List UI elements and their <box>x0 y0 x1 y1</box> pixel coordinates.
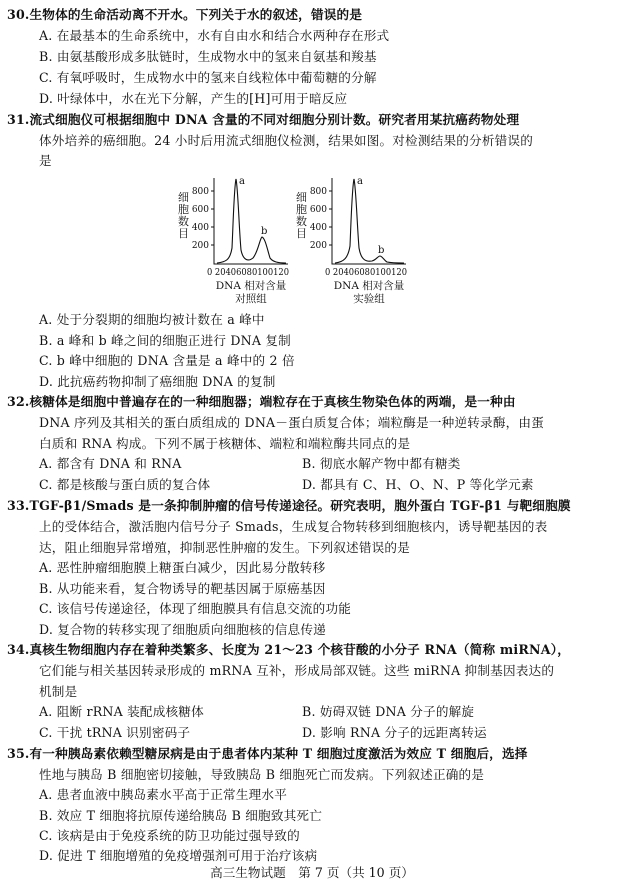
q32-option-d: D. 都具有 C、H、O、N、P 等化学元素 <box>302 477 534 492</box>
q32-option-c: C. 都是核酸与蛋白质的复合体 <box>39 477 211 492</box>
right-xticks: 0 20406080100120 <box>325 268 408 278</box>
right-peak-label-a: a <box>357 176 363 187</box>
left-peak-label-b: b <box>261 226 268 237</box>
q31-option-d: D. 此抗癌药物抑制了癌细胞 DNA 的复制 <box>39 374 276 389</box>
q34-option-c: C. 干扰 tRNA 识别密码子 <box>39 725 191 740</box>
q33-option-a: A. 恶性肿瘤细胞膜上糖蛋白减少，因此易分散转移 <box>39 560 326 575</box>
left-histogram-curve <box>217 179 286 263</box>
left-ylabel-char-1: 细 <box>178 191 189 204</box>
right-histogram-curve <box>335 179 404 263</box>
right-ytick-800: 800 <box>309 187 327 197</box>
right-peak-label-b: b <box>378 245 385 256</box>
q30-option-d: D. 叶绿体中，水在光下分解，产生的[H]可用于暗反应 <box>39 91 348 106</box>
right-ylabel-char-2: 胞 <box>296 203 307 216</box>
left-ylabel-char-2: 胞 <box>178 203 189 216</box>
flow-cytometry-figure <box>170 168 460 308</box>
left-axes <box>214 178 288 264</box>
q34-stem-line-1: 34.真核生物细胞内存在着种类繁多、长度为 21～23 个核苷酸的小分子 RNA（简称 miRNA）， <box>7 642 571 657</box>
q33-option-d: D. 复合物的转移实现了细胞质向细胞核的信息传递 <box>39 622 326 637</box>
left-ytick-600: 600 <box>191 205 209 215</box>
right-ylabel-char-4: 目 <box>296 227 307 240</box>
q33-option-b: B. 从功能来看，复合物诱导的靶基因属于原癌基因 <box>39 581 326 596</box>
q31-option-c: C. b 峰中细胞的 DNA 含量是 a 峰中的 2 倍 <box>39 353 295 368</box>
q32-stem-line-2: DNA 序列及其相关的蛋白质组成的 DNA－蛋白质复合体；端粒酶是一种逆转录酶，由蛋 <box>39 415 545 430</box>
q30-stem-line-1: 30.生物体的生命活动离不开水。下列关于水的叙述，错误的是 <box>7 7 363 22</box>
q34-option-d: D. 影响 RNA 分子的远距离转运 <box>302 725 487 740</box>
right-xlabel: DNA 相对含量 <box>333 280 405 292</box>
left-caption: 对照组 <box>235 293 267 305</box>
q34-option-b: B. 妨碍双链 DNA 分子的解旋 <box>302 704 475 719</box>
q32-option-a: A. 都含有 DNA 和 RNA <box>39 456 182 471</box>
q34-option-a: A. 阻断 rRNA 装配成核糖体 <box>39 704 204 719</box>
q33-stem-line-2: 上的受体结合，激活胞内信号分子 Smads，生成复合物转移到细胞核内，诱导靶基因的表 <box>39 519 548 534</box>
q35-option-b: B. 效应 T 细胞将抗原传递给胰岛 B 细胞致其死亡 <box>39 808 323 823</box>
q32-stem-line-1: 32.核糖体是细胞中普遍存在的一种细胞器；端粒存在于真核生物染色体的两端，是一种由 <box>7 394 516 409</box>
q35-option-a: A. 患者血液中胰岛素水平高于正常生理水平 <box>39 787 287 802</box>
q31-option-a: A. 处于分裂期的细胞均被计数在 a 峰中 <box>39 312 265 327</box>
right-caption: 实验组 <box>353 293 385 305</box>
right-ytick-600: 600 <box>309 205 327 215</box>
q35-stem-line-1: 35.有一种胰岛素依赖型糖尿病是由于患者体内某种 T 细胞过度激活为效应 T 细胞后，选择 <box>7 746 528 761</box>
right-ytick-400: 400 <box>309 223 327 233</box>
q32-stem-line-3: 白质和 RNA 构成。下列不属于核糖体、端粒和端粒酶共同点的是 <box>39 436 411 451</box>
right-ylabel-char-3: 数 <box>296 215 307 228</box>
left-xlabel: DNA 相对含量 <box>215 280 287 292</box>
q35-stem-line-2: 性地与胰岛 B 细胞密切接触，导致胰岛 B 细胞死亡而发病。下列叙述正确的是 <box>39 767 485 782</box>
q35-option-c: C. 该病是由于免疫系统的防卫功能过强导致的 <box>39 828 300 843</box>
left-ytick-800: 800 <box>191 187 209 197</box>
q33-stem-line-3: 达，阻止细胞异常增殖，抑制恶性肿瘤的发生。下列叙述错误的是 <box>39 540 411 555</box>
q31-option-b: B. a 峰和 b 峰之间的细胞正进行 DNA 复制 <box>39 333 291 348</box>
left-ytick-200: 200 <box>191 241 209 251</box>
right-ylabel-char-1: 细 <box>296 191 307 204</box>
q30-option-b: B. 由氨基酸形成多肽链时，生成物水中的氢来自氨基和羧基 <box>39 49 377 64</box>
left-ylabel-char-3: 数 <box>178 215 189 228</box>
q32-option-b: B. 彻底水解产物中都有糖类 <box>302 456 461 471</box>
q33-option-c: C. 该信号传递途径，体现了细胞膜具有信息交流的功能 <box>39 601 352 616</box>
right-axes <box>332 178 406 264</box>
q33-stem-line-1: 33.TGF-β1/Smads 是一条抑制肿瘤的信号传递途径。研究表明，胞外蛋白 TGF-β1 与靶细胞膜 <box>7 498 571 513</box>
q34-stem-line-3: 机制是 <box>39 684 78 699</box>
q34-stem-line-2: 它们能与相关基因转录形成的 mRNA 互补，形成局部双链。这些 miRNA 抑制基因表达的 <box>39 663 555 678</box>
q31-stem-line-1: 31.流式细胞仪可根据细胞中 DNA 含量的不同对细胞分别计数。研究者用某抗癌药物处理 <box>7 112 520 127</box>
left-peak-label-a: a <box>239 176 245 187</box>
left-xticks: 0 20406080100120 <box>207 268 290 278</box>
q31-stem-line-2: 体外培养的癌细胞。24 小时后用流式细胞仪检测，结果如图。对检测结果的分析错误的 <box>39 133 533 148</box>
q30-option-a: A. 在最基本的生命系统中，水有自由水和结合水两种存在形式 <box>39 28 390 43</box>
q30-option-c: C. 有氧呼吸时，生成物水中的氢来自线粒体中葡萄糖的分解 <box>39 70 377 85</box>
q35-option-d: D. 促进 T 细胞增殖的免疫增强剂可用于治疗该病 <box>39 848 318 863</box>
page-footer: 高三生物试题 第 7 页（共 10 页） <box>210 865 414 880</box>
left-ytick-400: 400 <box>191 223 209 233</box>
left-ylabel-char-4: 目 <box>178 227 189 240</box>
q31-stem-line-3: 是 <box>39 153 52 168</box>
right-ytick-200: 200 <box>309 241 327 251</box>
